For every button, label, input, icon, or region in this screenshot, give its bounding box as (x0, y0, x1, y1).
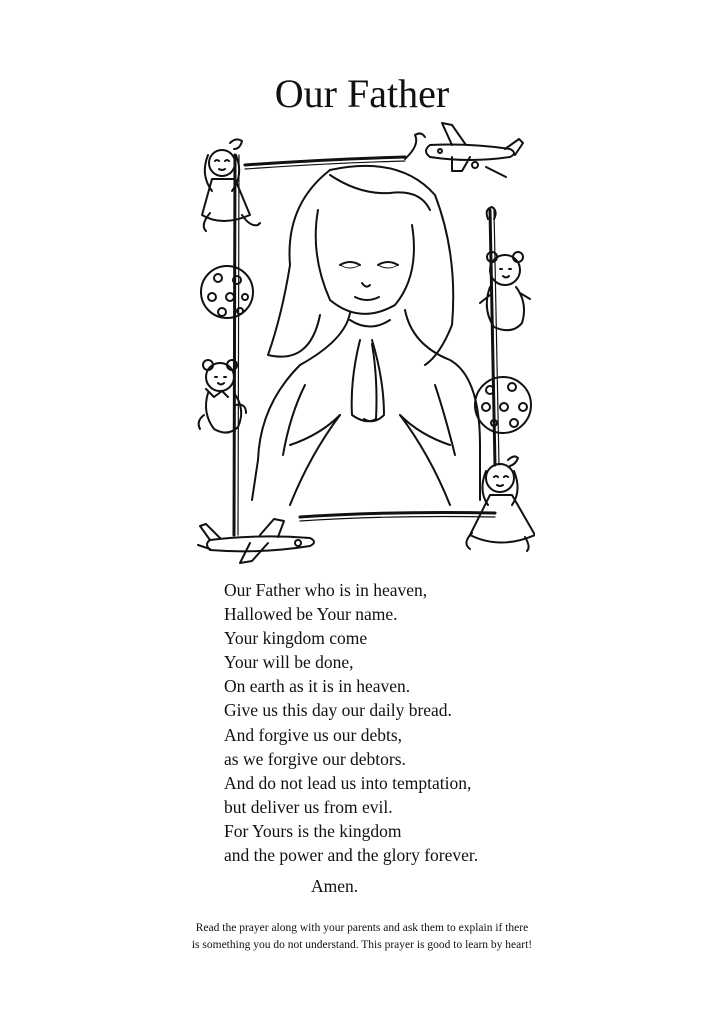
prayer-line: Our Father who is in heaven, (224, 580, 428, 600)
prayer-line: And do not lead us into temptation, (224, 772, 472, 793)
coloring-illustration (190, 115, 535, 570)
instruction-note (0, 920, 724, 953)
airplane-icon (198, 519, 314, 563)
airplane-icon (426, 123, 523, 177)
prayer-line: Give us this day our daily bread. (224, 700, 452, 721)
prayer-line: as we forgive our debtors. (224, 748, 406, 769)
prayer-line: For Yours is the kingdom (224, 820, 402, 841)
prayer-line: Hallowed be Your name. (224, 604, 398, 625)
prayer-line: but deliver us from evil. (224, 796, 393, 817)
note-line: is something you do not understand. This prayer is good to learn by heart! (191, 938, 533, 951)
amen-text: Amen. (311, 876, 359, 896)
ball-icon (201, 266, 253, 318)
doll-icon (202, 139, 260, 231)
prayer-line: and the power and the glory forever. (224, 845, 479, 866)
prayer-text (224, 578, 544, 867)
prayer-line: Your kingdom come (224, 628, 368, 649)
doll-icon (466, 456, 535, 551)
prayer-line: On earth as it is in heaven. (224, 676, 411, 697)
page-title: Our Father (274, 71, 450, 116)
praying-girl (252, 166, 480, 505)
ball-icon (475, 377, 531, 433)
prayer-line: Your will be done, (224, 652, 354, 673)
note-line: Read the prayer along with your parents and ask them to explain if there (195, 922, 529, 934)
prayer-line: And forgive us our debts, (224, 724, 403, 745)
teddy-bear-icon (480, 207, 530, 330)
